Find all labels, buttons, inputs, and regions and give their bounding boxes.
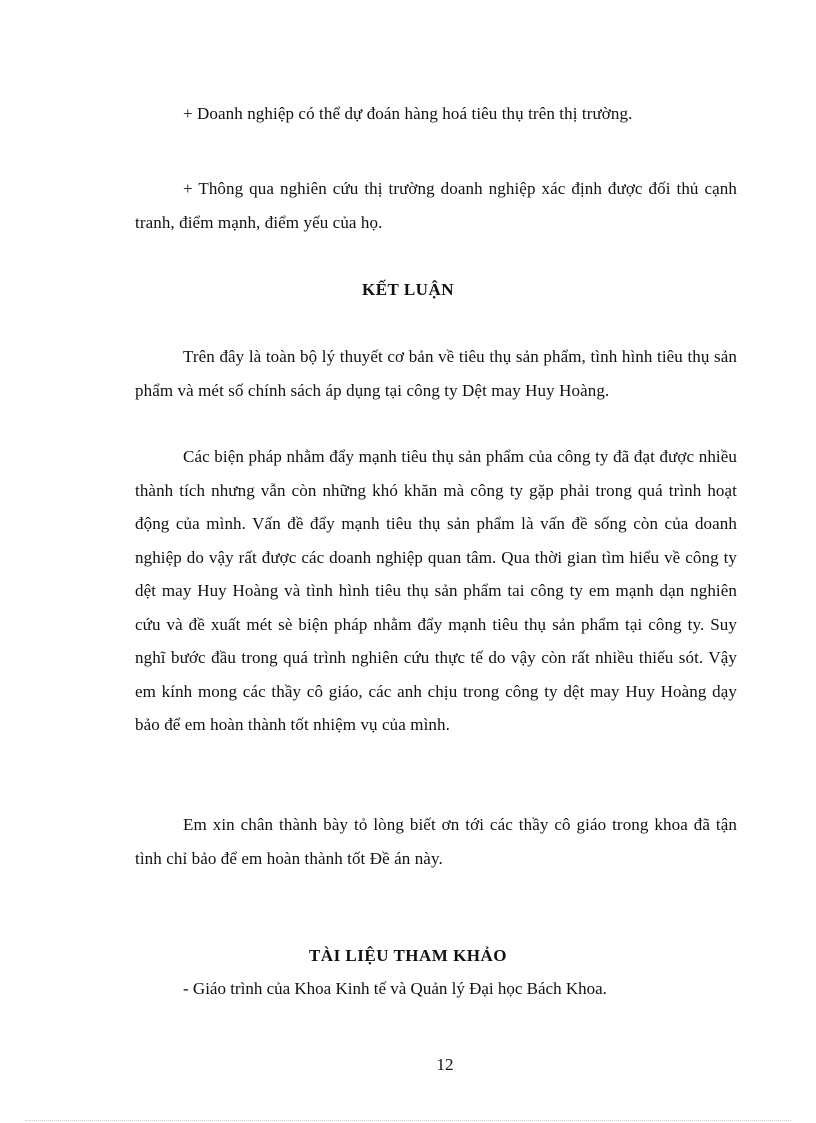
footer-divider bbox=[25, 1120, 791, 1121]
reference-item: - Giáo trình của Khoa Kinh tế và Quản lý Đại học Bách Khoa. bbox=[183, 979, 607, 998]
paragraph-forecast: + Doanh nghiệp có thể dự đoán hàng hoá tiêu thụ trên thị trường. bbox=[183, 104, 633, 123]
conclusion-heading: KẾT LUẬN bbox=[361, 280, 454, 299]
conclusion-paragraph-thanks: Em xin chân thành bày tỏ lòng biết ơn tới các thầy cô giáo trong khoa đã tận tình chỉ bảo để em hoàn thành tốt Đề án này. bbox=[135, 815, 737, 868]
paragraph-competitors: + Thông qua nghiên cứu thị trường doanh nghiệp xác định được đối thủ cạnh tranh, điểm mạnh, điểm yếu của họ. bbox=[135, 179, 737, 232]
page-number: 12 bbox=[436, 1055, 454, 1074]
conclusion-paragraph-measures: Các biện pháp nhằm đẩy mạnh tiêu thụ sản phẩm của công ty đã đạt được nhiều thành tích nhưng vẫn còn những khó khăn mà công ty gặp phải trong quá trình hoạt động của mình. Vấn đề đẩy mạnh tiêu thụ sản phẩm là vấn đề sống còn của doanh nghiệp do vậy rất được các doanh nghiệp quan tâm. Qua thời gian tìm hiểu về công ty dệt may Huy Hoàng và tình hình tiêu thụ sản phẩm tai công ty em mạnh dạn nghiên cứu và đề xuất mét sè biện pháp nhằm đẩy mạnh tiêu thụ sản phẩm tại công ty. Suy nghĩ bước đầu trong quá trình nghiên cứu thực tế do vậy còn rất nhiều thiếu sót. Vậy em kính mong các thầy cô giáo, các anh chịu trong công ty dệt may Huy Hoàng dạy bảo để em hoàn thành tốt nhiệm vụ của mình. bbox=[135, 447, 737, 734]
conclusion-paragraph-summary: Trên đây là toàn bộ lý thuyết cơ bản về tiêu thụ sản phẩm, tình hình tiêu thụ sản phẩm và mét số chính sách áp dụng tại công ty Dệt may Huy Hoàng. bbox=[135, 347, 737, 400]
references-heading: TÀI LIỆU THAM KHẢO bbox=[308, 946, 508, 965]
